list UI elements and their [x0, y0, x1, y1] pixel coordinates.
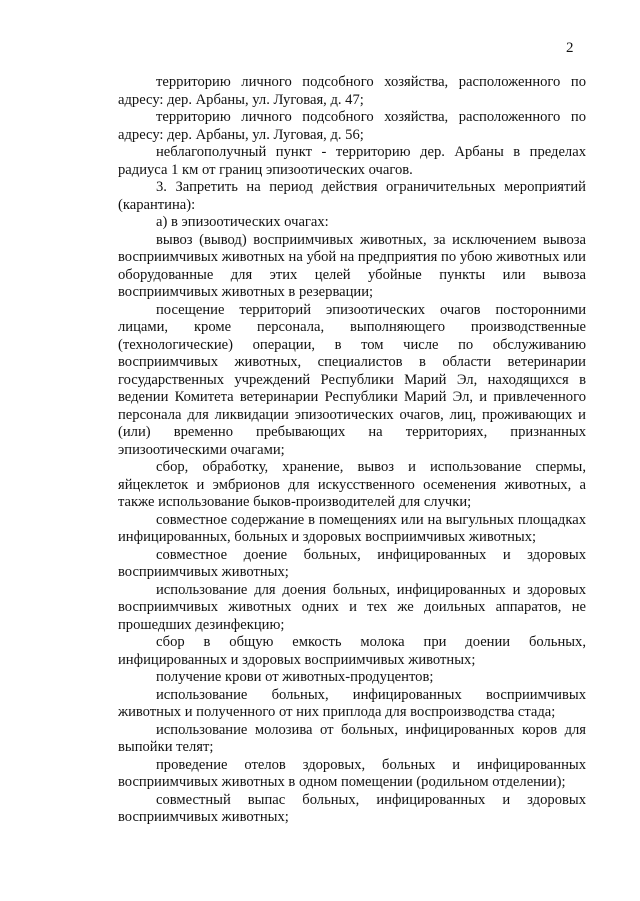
- page-number: 2: [566, 40, 574, 56]
- paragraph: проведение отелов здоровых, больных и инфицированных восприимчивых животных в одном помещении (родильном отделении);: [118, 756, 586, 790]
- paragraph: получение крови от животных-продуцентов;: [156, 669, 434, 685]
- document-body: [118, 74, 586, 827]
- paragraph: территорию личного подсобного хозяйства, расположенного по адресу: дер. Арбаны, ул. Луговая, д. 56;: [118, 109, 586, 143]
- paragraph: использование больных, инфицированных восприимчивых животных и полученного от них приплода для воспроизводства стада;: [118, 686, 586, 720]
- paragraph: сбор, обработку, хранение, вывоз и использование спермы, яйцеклеток и эмбрионов для искусственного осеменения животных, а также использование быков-производителей для случки;: [118, 459, 586, 510]
- paragraph: сбор в общую емкость молока при доении больных, инфицированных и здоровых восприимчивых животных;: [118, 634, 586, 668]
- paragraph: неблагополучный пункт - территорию дер. Арбаны в пределах радиуса 1 км от границ эпизоотических очагов.: [118, 144, 586, 178]
- paragraph: использование для доения больных, инфицированных и здоровых восприимчивых животных одних и тех же доильных аппаратов, не прошедших дезинфекцию;: [118, 581, 586, 633]
- paragraph: совместное содержание в помещениях или на выгульных площадках инфицированных, больных и здоровых восприимчивых животных;: [118, 511, 586, 545]
- paragraph: 3. Запретить на период действия ограничительных мероприятий (карантина):: [118, 179, 586, 213]
- paragraph: совместное доение больных, инфицированных и здоровых восприимчивых животных;: [118, 546, 586, 580]
- paragraph: посещение территорий эпизоотических очагов посторонними лицами, кроме персонала, выполняющего производственные (технологические) операции, в том числе по обслуживанию восприимчивых животных, специалистов в области ветеринарии государственных учреждений Республики Марий Эл, находящихся в ведении Комитета ветеринарии Республики Марий Эл, и привлеченного персонала для ликвидации эпизоотических очагов, лиц, проживающих и (или) временно пребывающих на территориях, признанных эпизоотическими очагами;: [118, 301, 586, 458]
- paragraph: территорию личного подсобного хозяйства, расположенного по адресу: дер. Арбаны, ул. Луговая, д. 47;: [118, 74, 586, 108]
- paragraph: использование молозива от больных, инфицированных коров для выпойки телят;: [118, 721, 586, 755]
- paragraph: а) в эпизоотических очагах:: [156, 214, 329, 230]
- paragraph: вывоз (вывод) восприимчивых животных, за исключением вывоза восприимчивых животных на убой на предприятия по убою животных или оборудованные для этих целей убойные пункты или вывоза восприимчивых животных в резервации;: [118, 231, 586, 300]
- paragraph: совместный выпас больных, инфицированных и здоровых восприимчивых животных;: [118, 791, 586, 825]
